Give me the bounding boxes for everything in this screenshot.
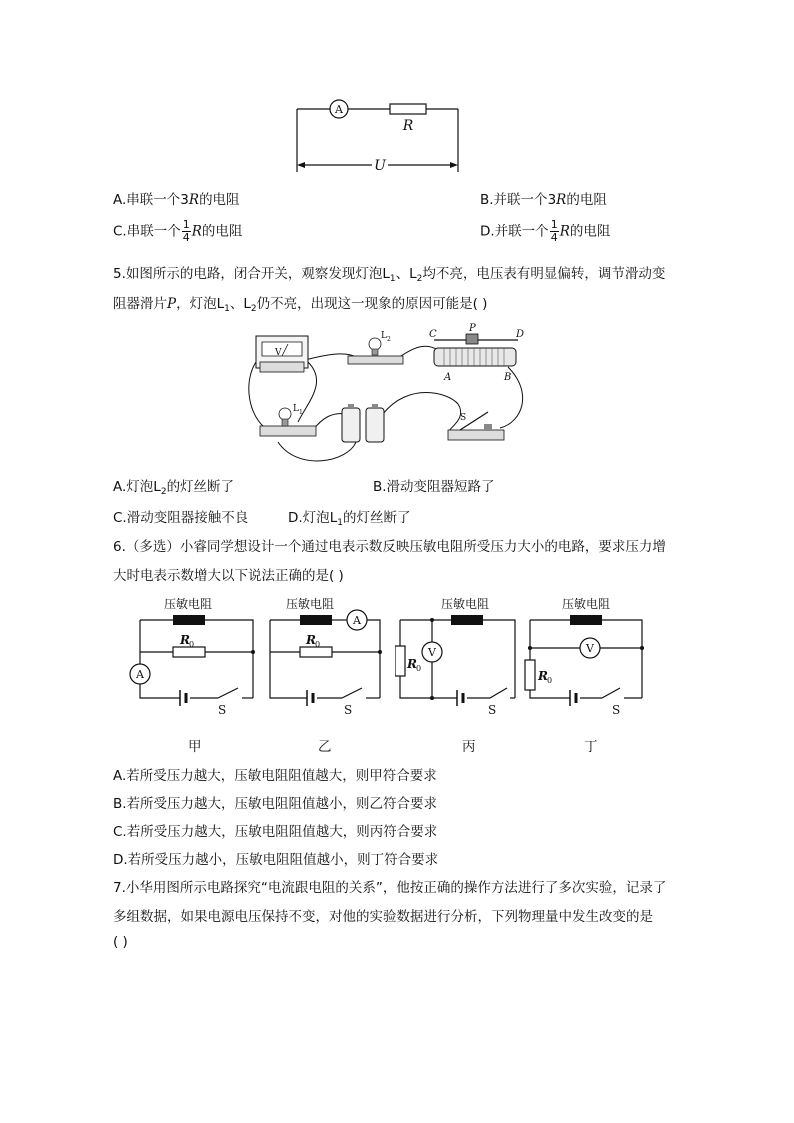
- svg-text:A: A: [136, 668, 144, 681]
- q4-option-a[interactable]: A.串联一个3R的电阻: [113, 192, 240, 208]
- q4-option-d[interactable]: D.并联一个 $\frac{1}{4}$ R的电阻: [480, 218, 611, 244]
- q6-circuit-jia: [128, 590, 258, 720]
- svg-text:压敏电阻: 压敏电阻: [286, 597, 335, 611]
- voltage-label: U: [374, 158, 386, 174]
- bulb-l1-board: [260, 404, 316, 436]
- svg-text:S: S: [612, 703, 621, 717]
- switch-s-board: [448, 412, 504, 440]
- q6-circuit-bing: [395, 590, 525, 720]
- svg-text:A: A: [353, 614, 361, 627]
- caption-ding: 丁: [584, 739, 598, 755]
- svg-text:S: S: [460, 413, 467, 423]
- svg-text:0: 0: [189, 640, 195, 649]
- svg-text:0: 0: [416, 664, 422, 673]
- svg-text:0: 0: [547, 676, 553, 685]
- q5-option-b[interactable]: B.滑动变阻器短路了: [373, 479, 495, 495]
- q6-circuit-yi: [262, 590, 392, 720]
- svg-text:L: L: [381, 331, 387, 341]
- battery-pair: [342, 404, 384, 442]
- resistor-label: R: [402, 118, 414, 134]
- svg-text:L: L: [293, 404, 299, 414]
- svg-text:V: V: [586, 642, 594, 655]
- q6-option-c[interactable]: C.若所受压力越大，压敏电阻阻值越大，则丙符合要求: [113, 824, 438, 840]
- rheostat-device: [429, 323, 524, 383]
- svg-text:2: 2: [387, 336, 391, 343]
- voltmeter-device: [256, 336, 308, 372]
- q5-option-d[interactable]: D.灯泡$L_1$的灯丝断了: [288, 510, 411, 528]
- q7-stem-line2: 多组数据，如果电源电压保持不变，对他的实验数据进行分析，下列物理量中发生改变的是: [113, 909, 653, 925]
- q6-stem-line2: 大时电表示数增大以下说法正确的是( ): [113, 568, 344, 584]
- q6-stem-line1: 6.（多选）小睿同学想设计一个通过电表示数反映压敏电阻所受压力大小的电路，要求压力增: [113, 539, 666, 555]
- caption-jia: 甲: [188, 739, 202, 755]
- svg-text:R: R: [407, 657, 417, 671]
- caption-bing: 丙: [462, 739, 476, 755]
- fraction: $\frac{1}{4}$: [182, 218, 190, 244]
- svg-text:R: R: [538, 669, 548, 683]
- q6-option-a[interactable]: A.若所受压力越大，压敏电阻阻值越大，则甲符合要求: [113, 768, 437, 784]
- q6-circuit-ding: [522, 590, 652, 720]
- svg-text:0: 0: [315, 640, 321, 649]
- svg-text:A: A: [444, 372, 452, 383]
- ammeter-symbol-label: A: [335, 103, 343, 116]
- svg-text:1: 1: [299, 409, 303, 416]
- q5-option-a[interactable]: A.灯泡$L_2$的灯丝断了: [113, 479, 235, 497]
- q7-stem-line1: 7.小华用图所示电路探究“电流跟电阻的关系”，他按正确的操作方法进行了多次实验，记录了: [113, 880, 667, 896]
- caption-yi: 乙: [318, 739, 332, 755]
- fraction: $\frac{1}{4}$: [550, 218, 558, 244]
- svg-text:R: R: [180, 633, 190, 647]
- svg-text:压敏电阻: 压敏电阻: [164, 597, 213, 611]
- svg-text:S: S: [218, 703, 227, 717]
- svg-text:压敏电阻: 压敏电阻: [441, 597, 490, 611]
- svg-text:压敏电阻: 压敏电阻: [562, 597, 611, 611]
- q4-option-c[interactable]: C.串联一个 $\frac{1}{4}$ R的电阻: [113, 218, 243, 244]
- bulb-l2-board: [348, 331, 403, 364]
- svg-text:C: C: [429, 329, 437, 340]
- q4-option-b[interactable]: B.并联一个3R的电阻: [480, 192, 607, 208]
- q6-option-b[interactable]: B.若所受压力越大，压敏电阻阻值越小，则乙符合要求: [113, 796, 438, 812]
- svg-text:R: R: [306, 633, 316, 647]
- q5-physical-circuit-figure: [238, 322, 538, 467]
- svg-text:V: V: [428, 646, 436, 659]
- q5-stem-line2: 阻器滑片P，灯泡$L_1$、$L_2$仍不亮，出现这一现象的原因可能是( ): [113, 296, 488, 314]
- svg-text:D: D: [516, 329, 525, 340]
- circuit-figure-ammeter-resistor: [280, 92, 480, 182]
- svg-text:V: V: [275, 348, 282, 358]
- svg-text:S: S: [488, 703, 497, 717]
- q5-stem-line1: 5.如图所示的电路，闭合开关，观察发现灯泡$L_1$、$L_2$均不亮，电压表有明显偏转，调节滑动变: [113, 266, 666, 284]
- q5-option-c[interactable]: C.滑动变阻器接触不良: [113, 510, 249, 526]
- q6-option-d[interactable]: D.若所受压力越小，压敏电阻阻值越小，则丁符合要求: [113, 852, 439, 868]
- svg-text:S: S: [344, 703, 353, 717]
- svg-text:P: P: [469, 323, 476, 334]
- svg-text:B: B: [504, 372, 512, 383]
- q7-stem-line3: ( ): [113, 934, 128, 950]
